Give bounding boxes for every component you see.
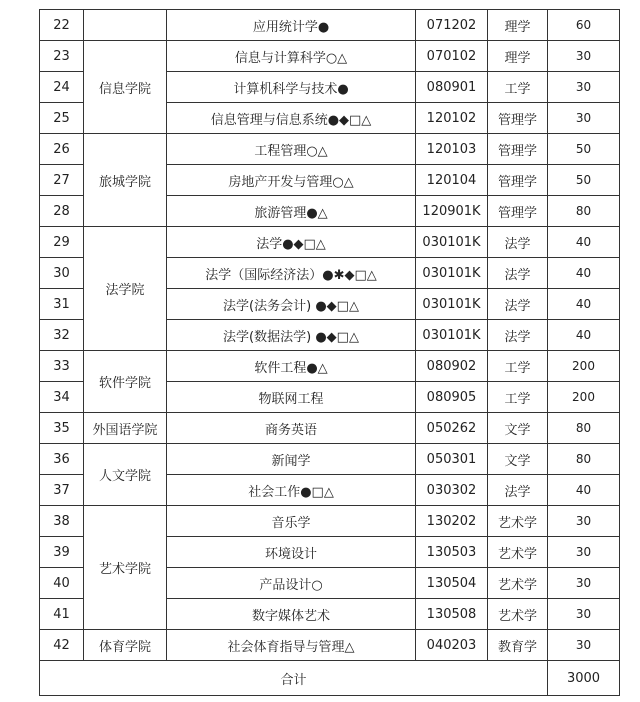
discipline-category: 法学 [488,227,548,258]
row-number: 23 [40,41,84,72]
row-number: 28 [40,196,84,227]
major-code: 120104 [416,165,488,196]
discipline-category: 艺术学 [488,537,548,568]
enrollment-quota: 40 [548,289,620,320]
major-code: 030101K [416,320,488,351]
row-number: 26 [40,134,84,165]
discipline-category: 工学 [488,351,548,382]
enrollment-quota: 30 [548,72,620,103]
row-number: 37 [40,475,84,506]
major-name: 法学（国际经济法）●✱◆□△ [167,258,416,289]
discipline-category: 管理学 [488,103,548,134]
row-number: 41 [40,599,84,630]
discipline-category: 理学 [488,41,548,72]
major-name: 社会体育指导与管理△ [167,630,416,661]
major-name: 产品设计○ [167,568,416,599]
enrollment-plan-table [39,9,620,696]
discipline-category: 文学 [488,444,548,475]
major-code: 130202 [416,506,488,537]
enrollment-quota: 80 [548,196,620,227]
discipline-category: 艺术学 [488,599,548,630]
major-name: 社会工作●□△ [167,475,416,506]
discipline-category: 法学 [488,475,548,506]
major-code: 120901K [416,196,488,227]
enrollment-quota: 50 [548,134,620,165]
major-name: 旅游管理●△ [167,196,416,227]
row-number: 39 [40,537,84,568]
major-name: 应用统计学● [167,10,416,41]
discipline-category: 艺术学 [488,506,548,537]
enrollment-quota: 40 [548,320,620,351]
major-code: 080905 [416,382,488,413]
major-code: 030101K [416,227,488,258]
major-code: 130504 [416,568,488,599]
table-row [40,506,620,537]
major-code: 120102 [416,103,488,134]
major-name: 环境设计 [167,537,416,568]
enrollment-quota: 30 [548,537,620,568]
table-row [40,630,620,661]
major-code: 130503 [416,537,488,568]
discipline-category: 艺术学 [488,568,548,599]
college-cell: 信息学院 [84,41,167,134]
discipline-category: 工学 [488,382,548,413]
row-number: 42 [40,630,84,661]
row-number: 31 [40,289,84,320]
enrollment-quota: 40 [548,258,620,289]
enrollment-quota: 30 [548,506,620,537]
row-number: 32 [40,320,84,351]
major-code: 030101K [416,289,488,320]
enrollment-quota: 60 [548,10,620,41]
major-code: 040203 [416,630,488,661]
major-name: 工程管理○△ [167,134,416,165]
major-code: 030302 [416,475,488,506]
row-number: 33 [40,351,84,382]
row-number: 29 [40,227,84,258]
total-label: 合计 [40,661,548,696]
discipline-category: 管理学 [488,165,548,196]
major-code: 080901 [416,72,488,103]
major-name: 法学(数据法学) ●◆□△ [167,320,416,351]
major-name: 数字媒体艺术 [167,599,416,630]
total-value: 3000 [548,661,620,696]
major-code: 050262 [416,413,488,444]
enrollment-quota: 200 [548,351,620,382]
enrollment-quota: 30 [548,568,620,599]
row-number: 22 [40,10,84,41]
table-row [40,227,620,258]
major-name: 商务英语 [167,413,416,444]
total-row [40,661,620,696]
discipline-category: 管理学 [488,196,548,227]
college-cell: 体育学院 [84,630,167,661]
major-name: 新闻学 [167,444,416,475]
row-number: 24 [40,72,84,103]
table-row [40,413,620,444]
major-name: 房地产开发与管理○△ [167,165,416,196]
row-number: 27 [40,165,84,196]
discipline-category: 工学 [488,72,548,103]
college-cell: 外国语学院 [84,413,167,444]
enrollment-quota: 50 [548,165,620,196]
major-code: 030101K [416,258,488,289]
table-row [40,134,620,165]
college-cell: 法学院 [84,227,167,351]
discipline-category: 理学 [488,10,548,41]
major-name: 法学(法务会计) ●◆□△ [167,289,416,320]
enrollment-quota: 200 [548,382,620,413]
major-name: 物联网工程 [167,382,416,413]
college-cell: 软件学院 [84,351,167,413]
major-code: 130508 [416,599,488,630]
discipline-category: 管理学 [488,134,548,165]
discipline-category: 教育学 [488,630,548,661]
row-number: 36 [40,444,84,475]
college-cell: 旅城学院 [84,134,167,227]
discipline-category: 法学 [488,258,548,289]
enrollment-quota: 80 [548,413,620,444]
row-number: 38 [40,506,84,537]
row-number: 30 [40,258,84,289]
row-number: 40 [40,568,84,599]
row-number: 34 [40,382,84,413]
enrollment-quota: 30 [548,103,620,134]
table-row [40,444,620,475]
major-name: 音乐学 [167,506,416,537]
major-name: 软件工程●△ [167,351,416,382]
enrollment-quota: 80 [548,444,620,475]
major-name: 计算机科学与技术● [167,72,416,103]
major-name: 法学●◆□△ [167,227,416,258]
discipline-category: 法学 [488,289,548,320]
enrollment-quota: 40 [548,475,620,506]
major-code: 070102 [416,41,488,72]
major-name: 信息管理与信息系统●◆□△ [167,103,416,134]
table-row [40,10,620,41]
table-row [40,351,620,382]
table-row [40,41,620,72]
college-cell: 艺术学院 [84,506,167,630]
major-code: 071202 [416,10,488,41]
row-number: 25 [40,103,84,134]
enrollment-quota: 30 [548,599,620,630]
enrollment-quota: 40 [548,227,620,258]
discipline-category: 法学 [488,320,548,351]
college-cell [84,10,167,41]
major-code: 050301 [416,444,488,475]
enrollment-quota: 30 [548,630,620,661]
major-name: 信息与计算科学○△ [167,41,416,72]
major-code: 080902 [416,351,488,382]
discipline-category: 文学 [488,413,548,444]
row-number: 35 [40,413,84,444]
major-code: 120103 [416,134,488,165]
college-cell: 人文学院 [84,444,167,506]
enrollment-quota: 30 [548,41,620,72]
